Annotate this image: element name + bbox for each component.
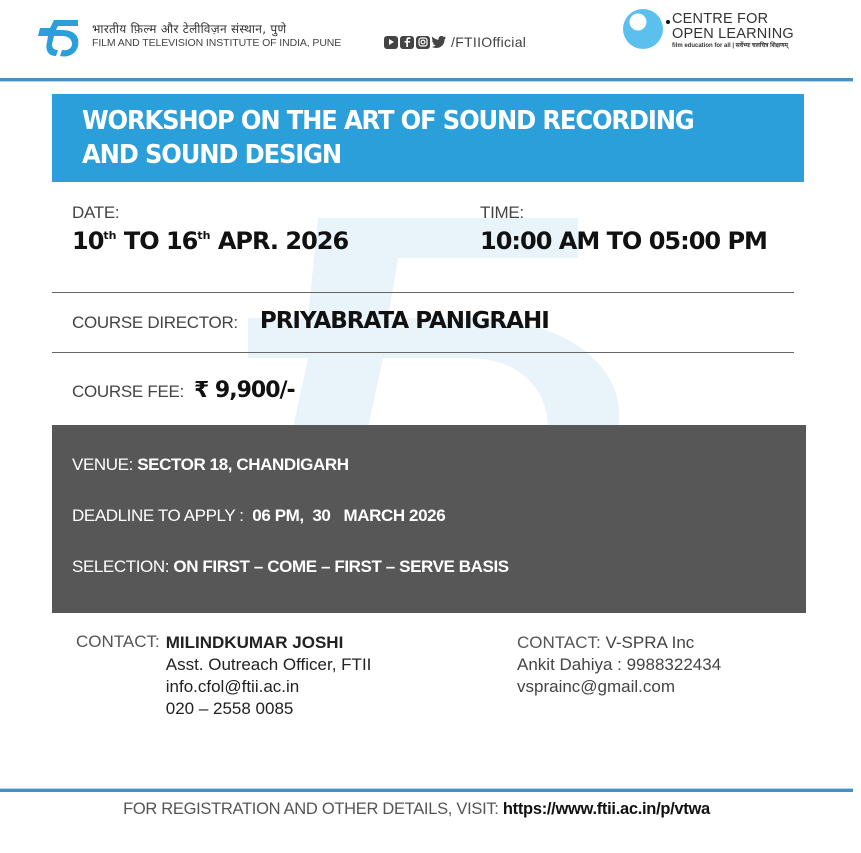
contact-org: V-SPRA Inc <box>605 633 695 652</box>
ftii-name <box>92 22 341 50</box>
date-tail: APR. 2026 <box>210 227 349 255</box>
contact-email[interactable]: info.cfol@ftii.ac.in <box>165 677 300 696</box>
contact-org-line <box>517 632 721 654</box>
cfol-dot-icon <box>666 20 670 24</box>
deadline-value: 06 PM, 30 MARCH 2026 <box>247 506 446 525</box>
contact-person[interactable]: Ankit Dahiya : 9988322434 <box>517 655 722 674</box>
registration-link[interactable]: https://www.ftii.ac.in/p/vtwa <box>502 800 710 818</box>
youtube-icon[interactable] <box>384 36 398 49</box>
instagram-icon[interactable] <box>416 36 430 49</box>
date-start-suffix: th <box>103 229 117 242</box>
date-start: 10 <box>72 227 104 255</box>
date-end-suffix: th <box>197 229 211 242</box>
contact-email[interactable]: vsprainc@gmail.com <box>517 677 676 696</box>
cfol-line1: CENTRE FOR <box>672 11 769 27</box>
contact-details <box>166 632 372 720</box>
deadline-row <box>72 506 806 557</box>
course-director <box>72 308 549 334</box>
date-label: DATE: <box>72 203 120 222</box>
selection-label: SELECTION: <box>72 557 174 576</box>
workshop-title-line2: AND SOUND DESIGN <box>82 140 342 170</box>
deadline-label: DEADLINE TO APPLY : <box>72 506 248 525</box>
course-director-label: COURSE DIRECTOR: <box>72 313 238 332</box>
ftii-logo-icon <box>38 14 82 60</box>
contact-label: CONTACT: <box>76 632 160 651</box>
venue-row <box>72 455 806 506</box>
contact-role: Asst. Outreach Officer, FTII <box>165 655 372 674</box>
cfol-tagline: film education for all | सर्वेभ्यः चलचित्र शिक्षणम् <box>672 43 789 49</box>
twitter-icon[interactable] <box>432 36 446 49</box>
top-divider <box>0 78 853 81</box>
bottom-divider <box>0 789 853 792</box>
info-panel <box>52 425 806 613</box>
date-value <box>72 227 348 255</box>
time-label: TIME: <box>480 203 524 222</box>
facebook-icon[interactable] <box>400 36 414 49</box>
course-fee-amount: ₹ 9,900/- <box>193 378 295 403</box>
header <box>0 0 861 78</box>
time-section <box>480 203 767 255</box>
contact-ftii <box>76 632 371 720</box>
title-banner <box>52 94 804 182</box>
contact-label: CONTACT: <box>517 633 606 652</box>
ftii-name-english: FILM AND TELEVISION INSTITUTE OF INDIA, PUNE <box>92 37 342 49</box>
time-value: 10:00 AM TO 05:00 PM <box>480 227 767 255</box>
venue-value: SECTOR 18, CHANDIGARH <box>137 455 349 474</box>
contact-name: MILINDKUMAR JOSHI <box>165 633 344 652</box>
date-mid: TO 16 <box>116 227 198 255</box>
course-fee <box>72 378 295 403</box>
social-handle[interactable]: /FTIIOfficial <box>451 34 527 50</box>
venue-label: VENUE: <box>72 455 138 474</box>
workshop-title-line1: WORKSHOP ON THE ART OF SOUND RECORDING <box>82 106 694 136</box>
date-section <box>72 203 348 255</box>
contact-vspra <box>517 632 721 698</box>
registration-label: FOR REGISTRATION AND OTHER DETAILS, VISIT: <box>123 800 503 818</box>
selection-row <box>72 557 806 608</box>
cfol-line2: OPEN LEARNING <box>672 26 794 42</box>
contact-phone[interactable]: 020 – 2558 0085 <box>165 699 294 718</box>
divider <box>52 352 794 353</box>
cfol-name <box>672 12 794 51</box>
social-links <box>384 34 526 50</box>
course-fee-label: COURSE FEE: <box>72 382 184 401</box>
ftii-name-hindi: भारतीय फ़िल्म और टेलीविज़न संस्थान, पुणे <box>92 22 287 36</box>
course-director-name: PRIYABRATA PANIGRAHI <box>259 308 549 334</box>
footer <box>0 800 861 819</box>
cfol-logo-icon <box>622 8 666 50</box>
selection-value: ON FIRST – COME – FIRST – SERVE BASIS <box>173 557 509 576</box>
divider <box>52 292 794 293</box>
